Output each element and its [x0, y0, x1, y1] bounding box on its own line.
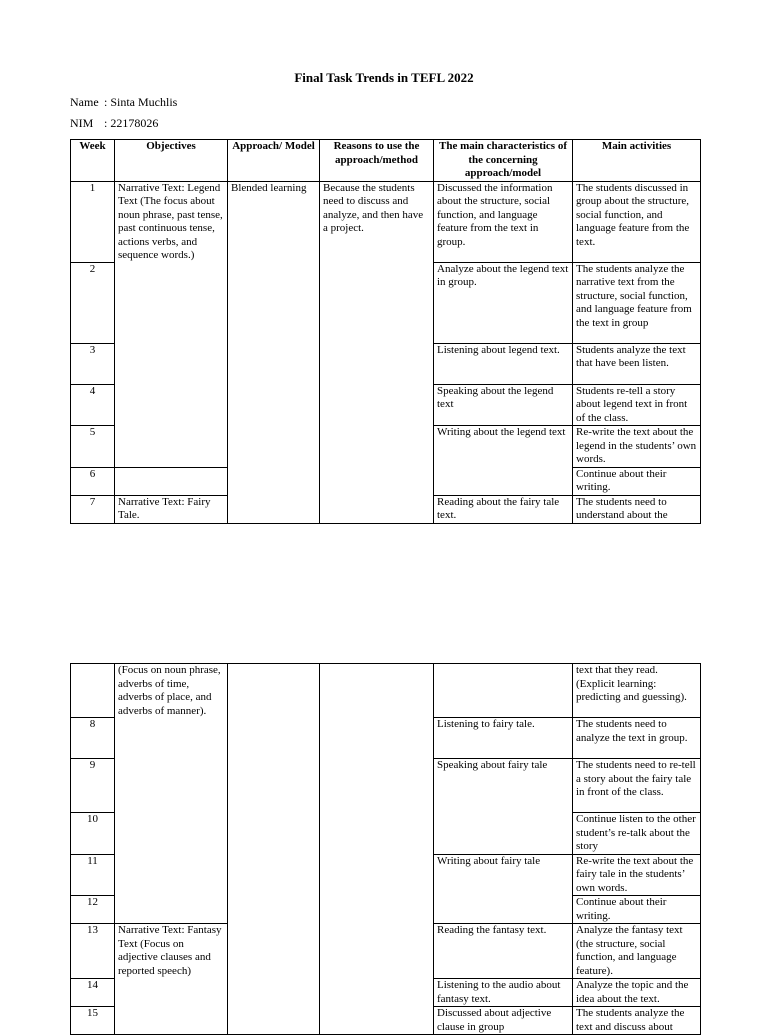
reasons-cell: Because the students need to discuss and analyze, and then have a project.	[320, 181, 434, 523]
activity-cell: Analyze the fantasy text (the structure, social function, and language feature).	[573, 924, 701, 979]
objective-cell: Narrative Text: Fairy Tale.	[115, 495, 228, 523]
characteristics-cell: Speaking about the legend text	[434, 384, 573, 426]
nim-line	[70, 116, 158, 131]
objective-cell-empty	[115, 467, 228, 495]
activity-cell: Analyze the topic and the idea about the text.	[573, 979, 701, 1007]
name-line	[70, 95, 177, 110]
week-cell: 15	[71, 1007, 115, 1035]
header-activities: Main activities	[573, 140, 701, 182]
reasons-cell-empty	[320, 664, 434, 1035]
week-cell: 1	[71, 181, 115, 262]
characteristics-cell: Writing about fairy tale	[434, 854, 573, 924]
header-characteristics: The main characteristics of the concerning approach/model	[434, 140, 573, 182]
characteristics-cell: Reading the fantasy text.	[434, 924, 573, 979]
header-row	[71, 140, 701, 182]
activity-cell: text that they read. (Explicit learning: predicting and guessing).	[573, 664, 701, 718]
characteristics-cell: Discussed the information about the structure, social function, and language feature from the text in group.	[434, 181, 573, 262]
week-cell: 3	[71, 343, 115, 384]
characteristics-cell: Listening to fairy tale.	[434, 718, 573, 759]
activity-cell: The students analyze the narrative text from the structure, social function, and language feature from the text in group	[573, 262, 701, 343]
characteristics-cell: Listening about legend text.	[434, 343, 573, 384]
nim-label: NIM	[70, 116, 94, 130]
week-cell: 13	[71, 924, 115, 979]
week-cell: 10	[71, 813, 115, 855]
nim-value: : 22178026	[104, 116, 159, 130]
week-cell: 6	[71, 467, 115, 495]
syllabus-table-page-2	[70, 663, 701, 1035]
week-cell: 7	[71, 495, 115, 523]
characteristics-cell-empty	[434, 664, 573, 718]
objective-cell: (Focus on noun phrase, adverbs of time, adverbs of place, and adverbs of manner).	[115, 664, 228, 924]
week-cell: 8	[71, 718, 115, 759]
characteristics-cell: Reading about the fairy tale text.	[434, 495, 573, 523]
activity-cell: The students need to understand about the	[573, 495, 701, 523]
header-week: Week	[71, 140, 115, 182]
name-value: : Sinta Muchlis	[104, 95, 178, 109]
table-row	[71, 181, 701, 262]
document-title: Final Task Trends in TEFL 2022	[294, 70, 474, 85]
week-cell: 4	[71, 384, 115, 426]
approach-cell-empty	[228, 664, 320, 1035]
objective-cell: Narrative Text: Legend Text (The focus about noun phrase, past tense, past continuous tense, actions verbs, and sequence words.)	[115, 181, 228, 467]
header-approach: Approach/ Model	[228, 140, 320, 182]
activity-cell: Students analyze the text that have been listen.	[573, 343, 701, 384]
characteristics-cell: Discussed about adjective clause in group	[434, 1007, 573, 1035]
activity-cell: The students analyze the text and discuss about	[573, 1007, 701, 1035]
characteristics-cell: Writing about the legend text	[434, 426, 573, 496]
week-cell: 5	[71, 426, 115, 468]
activity-cell: Students re-tell a story about legend text in front of the class.	[573, 384, 701, 426]
activity-cell: Re-write the text about the legend in the students’ own words.	[573, 426, 701, 468]
week-cell: 12	[71, 896, 115, 924]
approach-cell: Blended learning	[228, 181, 320, 523]
week-cell: 11	[71, 854, 115, 896]
table-row	[71, 664, 701, 718]
header-objectives: Objectives	[115, 140, 228, 182]
syllabus-table-page-1	[70, 139, 701, 524]
name-label: Name	[70, 95, 99, 109]
activity-cell: The students need to analyze the text in group.	[573, 718, 701, 759]
week-cell: 2	[71, 262, 115, 343]
activity-cell: Re-write the text about the fairy tale in the students’ own words.	[573, 854, 701, 896]
week-cell: 9	[71, 759, 115, 813]
activity-cell: Continue about their writing.	[573, 896, 701, 924]
objective-cell: Narrative Text: Fantasy Text (Focus on adjective clauses and reported speech)	[115, 924, 228, 1035]
activity-cell: The students need to re-tell a story about the fairy tale in front of the class.	[573, 759, 701, 813]
characteristics-cell: Speaking about fairy tale	[434, 759, 573, 855]
week-cell-empty	[71, 664, 115, 718]
activity-cell: The students discussed in group about the structure, social function, and language feature from the text.	[573, 181, 701, 262]
characteristics-cell: Analyze about the legend text in group.	[434, 262, 573, 343]
activity-cell: Continue about their writing.	[573, 467, 701, 495]
activity-cell: Continue listen to the other student’s re-talk about the story	[573, 813, 701, 855]
week-cell: 14	[71, 979, 115, 1007]
characteristics-cell: Listening to the audio about fantasy text.	[434, 979, 573, 1007]
header-reasons: Reasons to use the approach/method	[320, 140, 434, 182]
